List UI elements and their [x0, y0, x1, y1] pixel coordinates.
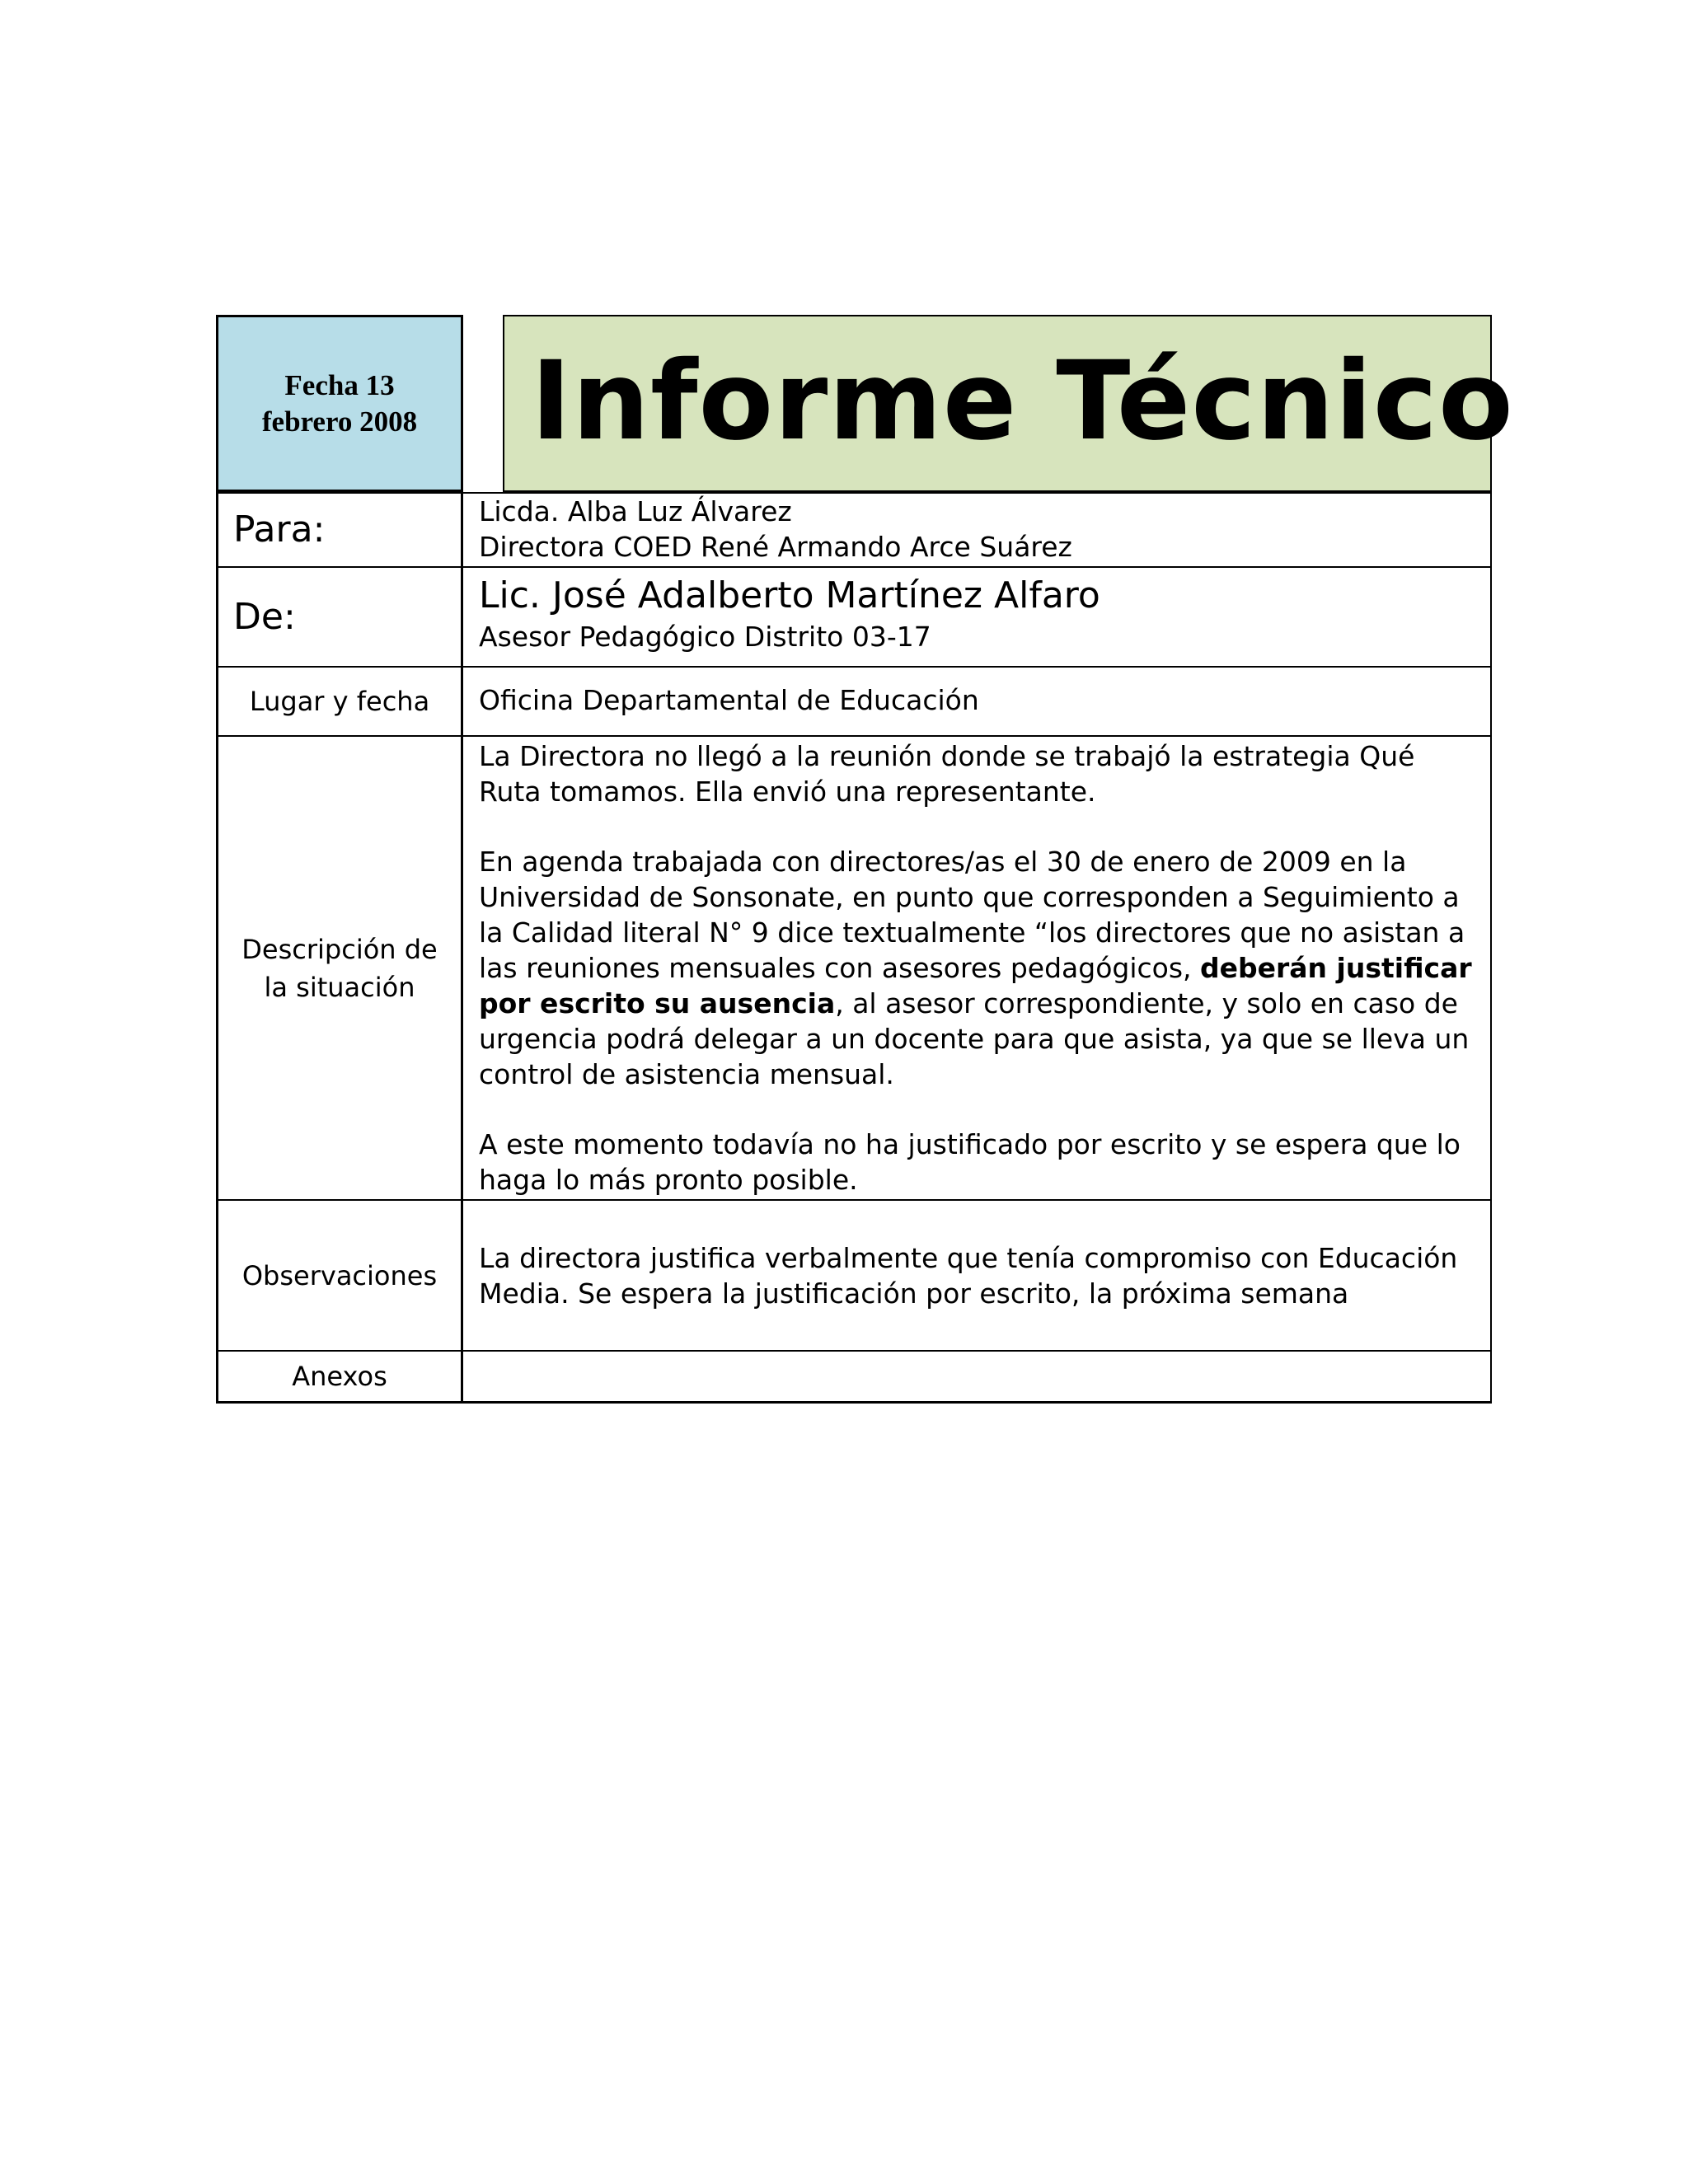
- label-descripcion: Descripción de la situación: [218, 737, 463, 1199]
- row-anexos: [218, 1352, 1490, 1401]
- de-name: Lic. José Adalberto Martínez Alfaro: [479, 574, 1100, 616]
- descripcion-content: [479, 738, 1480, 1197]
- de-content: [479, 573, 1480, 654]
- row-lugar: [218, 668, 1490, 737]
- descripcion-paragraph-3: A este momento todavía no ha justificado por escrito y se espera que lo haga lo más pronto posible.: [479, 1128, 1461, 1196]
- de-title: Asesor Pedagógico Distrito 03-17: [479, 621, 931, 653]
- title-box: [503, 315, 1514, 492]
- para-content: [479, 494, 1480, 565]
- date-box: [216, 315, 463, 492]
- row-de: [218, 568, 1490, 668]
- descripcion-emphasis: deberán justificar por escrito su ausencia: [479, 952, 1472, 1019]
- date-line-1: Fecha 13: [284, 368, 395, 401]
- label-lugar: Lugar y fecha: [218, 668, 463, 735]
- label-observaciones: Observaciones: [218, 1201, 463, 1350]
- descripcion-paragraph-1: La Directora no llegó a la reunión donde se trabajó la estrategia Qué Ruta tomamos. Ella envió una representante.: [479, 740, 1415, 808]
- label-de: De:: [218, 568, 463, 666]
- row-observaciones: [218, 1201, 1490, 1352]
- label-para: Para:: [218, 494, 463, 566]
- descripcion-paragraph-2: En agenda trabajada con directores/as el 30 de enero de 2009 en la Universidad de Sonsonate, en punto que corresponden a Seguimiento a la Calidad literal N° 9 dice textualmente “los directores que no asistan a las reuniones mensuales con asesores pedagógicos, deberán justificar por escrito su ausencia, al asesor correspondiente, y solo en caso de urgencia podrá delegar a un docente para que asista, ya que se lleva un control de asistencia mensual.: [479, 846, 1472, 1090]
- page-title: Informe Técnico: [531, 338, 1514, 465]
- observaciones-value: La directora justifica verbalmente que tenía compromiso con Educación Media. Se espera la justificación por escrito, la próxima semana: [479, 1242, 1458, 1310]
- lugar-content: [479, 682, 1480, 718]
- row-para: [218, 494, 1490, 568]
- date-line-2: febrero 2008: [261, 405, 418, 438]
- para-name: Licda. Alba Luz Álvarez: [479, 495, 792, 527]
- label-anexos: Anexos: [218, 1352, 463, 1401]
- observaciones-content: [479, 1240, 1480, 1311]
- row-descripcion: [218, 737, 1490, 1201]
- report-table: [216, 492, 1492, 1404]
- para-title: Directora COED René Armando Arce Suárez: [479, 531, 1072, 563]
- lugar-value: Oficina Departamental de Educación: [479, 684, 979, 716]
